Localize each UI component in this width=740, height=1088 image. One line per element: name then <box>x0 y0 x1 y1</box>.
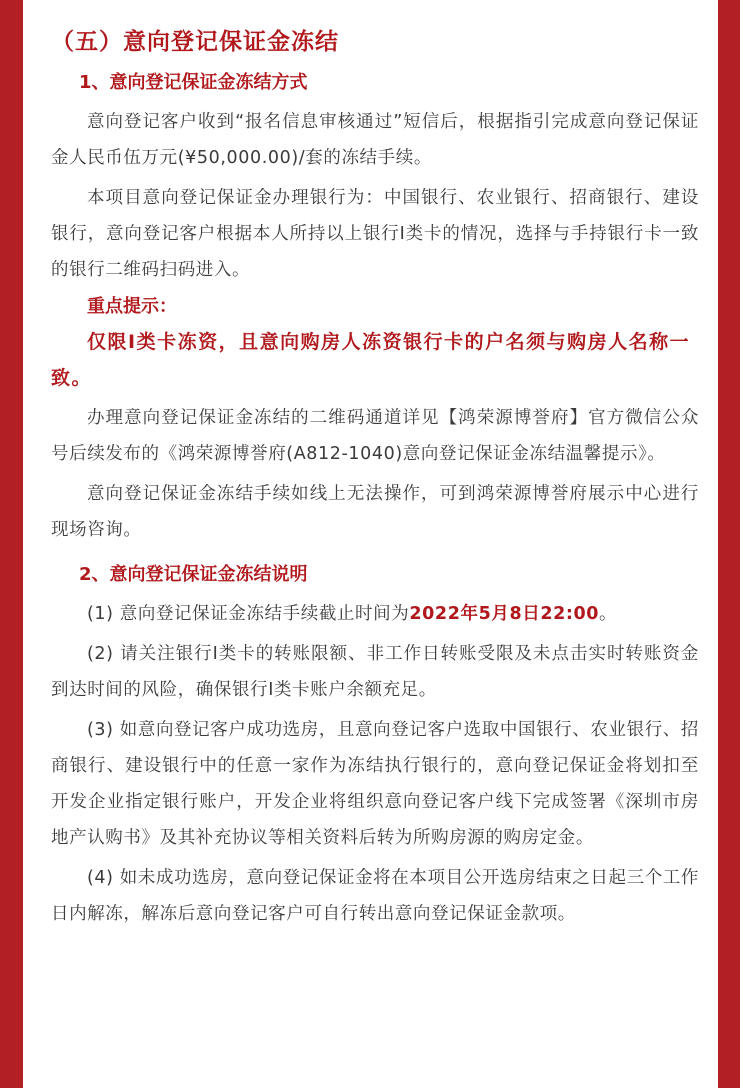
part2-item-2: (2) 请关注银行I类卡的转账限额、非工作日转账受限及未点击实时转账资金到达时间的风险，确保银行I类卡账户余额充足。 <box>51 644 699 700</box>
part2-item-4: (4) 如未成功选房，意向登记保证金将在本项目公开选房结束之日起三个工作日内解冻，解冻后意向登记客户可自行转出意向登记保证金款项。 <box>51 868 699 924</box>
part1-paragraph-3: 办理意向登记保证金冻结的二维码通道详见【鸿荣源博誉府】官方微信公众号后续发布的《鸿荣源博誉府(A812-1040)意向登记保证金冻结温馨提示》。 <box>51 408 699 464</box>
part2-title: 2、意向登记保证金冻结说明 <box>79 564 308 585</box>
part2-item-3: (3) 如意向登记客户成功选房，且意向登记客户选取中国银行、农业银行、招商银行、建设银行中的任意一家作为冻结执行银行的，意向登记保证金将划扣至开发企业指定银行账户，开发企业将组织意向登记客户线下完成签署《深圳市房地产认购书》及其补充协议等相关资料后转为所购房源的购房定金。 <box>51 720 699 848</box>
part2-item-1 <box>51 596 699 632</box>
document-page <box>23 0 718 1088</box>
deadline-highlight: 2022年5月8日22:00 <box>409 604 600 624</box>
key-tip-body: 仅限I类卡冻资，且意向购房人冻资银行卡的户名须与购房人名称一致。 <box>51 331 691 389</box>
document-content <box>51 22 699 932</box>
part1-title: 1、意向登记保证金冻结方式 <box>79 72 308 93</box>
part1-paragraph-4: 意向登记保证金冻结手续如线上无法操作，可到鸿荣源博誉府展示中心进行现场咨询。 <box>51 484 699 540</box>
item1-suffix: 。 <box>599 604 618 624</box>
part1-paragraph-1: 意向登记客户收到“报名信息审核通过”短信后，根据指引完成意向登记保证金人民币伍万元(¥50,000.00)/套的冻结手续。 <box>51 112 699 168</box>
part1-paragraph-2: 本项目意向登记保证金办理银行为：中国银行、农业银行、招商银行、建设银行，意向登记客户根据本人所持以上银行Ⅰ类卡的情况，选择与手持银行卡一致的银行二维码扫码进入。 <box>51 188 699 280</box>
item1-text: (1) 意向登记保证金冻结手续截止时间为 <box>87 604 410 624</box>
key-tip-label: 重点提示： <box>87 296 177 317</box>
section-title: （五）意向登记保证金冻结 <box>51 29 339 55</box>
